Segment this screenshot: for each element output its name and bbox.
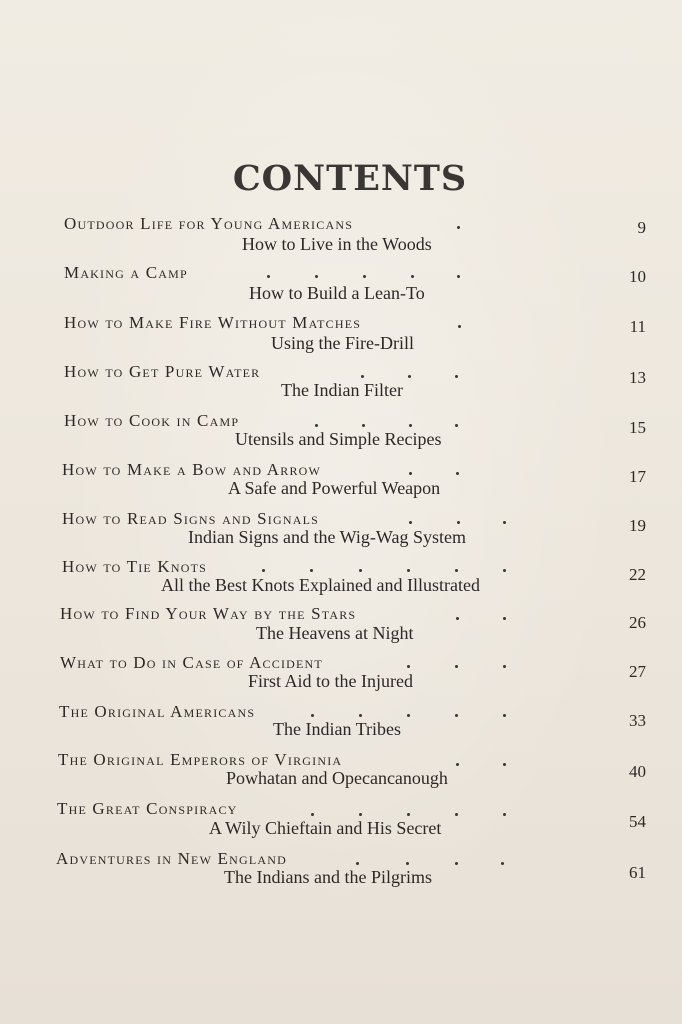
chapter-subtitle: All the Best Knots Explained and Illustrated [161, 575, 480, 595]
leader-dot [407, 569, 410, 572]
page-number: 15 [629, 418, 646, 437]
chapter-title: How to Tie Knots [62, 557, 208, 576]
toc-entry [0, 456, 682, 506]
leader-dot [456, 472, 459, 475]
leader-dot [457, 226, 460, 229]
leader-dot [457, 521, 460, 524]
leader-dot [456, 617, 459, 620]
leader-dot [503, 665, 506, 668]
leader-dot [503, 763, 506, 766]
leader-dot [455, 569, 458, 572]
leader-dot [503, 617, 506, 620]
chapter-subtitle: Utensils and Simple Recipes [235, 429, 442, 449]
leader-dot [411, 275, 414, 278]
chapter-title: How to Get Pure Water [64, 362, 261, 381]
chapter-subtitle: Indian Signs and the Wig-Wag System [188, 527, 466, 547]
toc-entry [0, 650, 682, 700]
leader-dot [262, 569, 265, 572]
leader-dot [363, 275, 366, 278]
leader-dot [407, 665, 410, 668]
leader-dot [501, 862, 504, 865]
leader-dot [455, 813, 458, 816]
page-number: 22 [629, 565, 646, 584]
leader-dot [362, 424, 365, 427]
leader-dot [407, 813, 410, 816]
toc-entry [0, 358, 682, 408]
chapter-title: Making a Camp [64, 263, 188, 282]
leader-dot [503, 714, 506, 717]
page-number: 11 [629, 317, 646, 336]
leader-dot [356, 862, 359, 865]
chapter-subtitle: The Indian Filter [281, 380, 403, 400]
leader-dot [409, 424, 412, 427]
toc-entry [0, 309, 682, 359]
leader-dot [267, 275, 270, 278]
leader-dot [406, 862, 409, 865]
leader-dot [503, 521, 506, 524]
page-number: 13 [629, 368, 646, 387]
page-number: 9 [637, 218, 646, 237]
leader-dot [455, 424, 458, 427]
chapter-subtitle: Powhatan and Opecancanough [226, 768, 448, 788]
chapter-subtitle: The Heavens at Night [256, 623, 414, 643]
toc-entry [0, 505, 682, 555]
chapter-subtitle: The Indians and the Pilgrims [224, 867, 432, 887]
page-number: 54 [629, 812, 646, 831]
leader-dot [455, 375, 458, 378]
leader-dot [315, 275, 318, 278]
leader-dot [455, 714, 458, 717]
leader-dot [311, 813, 314, 816]
chapter-title: What to Do in Case of Accident [60, 653, 323, 672]
chapter-title: Outdoor Life for Young Americans [64, 214, 354, 233]
leader-dot [456, 763, 459, 766]
chapter-subtitle: The Indian Tribes [273, 719, 401, 739]
chapter-title: How to Cook in Camp [64, 411, 240, 430]
leader-dot [409, 472, 412, 475]
leader-dot [359, 714, 362, 717]
toc-entry [0, 601, 682, 651]
chapter-title: How to Make Fire Without Matches [64, 313, 362, 332]
leader-dot [458, 325, 461, 328]
leader-dot [315, 424, 318, 427]
chapter-title: The Original Emperors of Virginia [58, 750, 343, 769]
leader-dot [503, 569, 506, 572]
leader-dot [408, 375, 411, 378]
page-number: 10 [629, 267, 646, 286]
leader-dot [407, 714, 410, 717]
toc-entry [0, 848, 682, 898]
leader-dot [310, 569, 313, 572]
chapter-subtitle: A Wily Chieftain and His Secret [209, 818, 442, 838]
leader-dot [455, 862, 458, 865]
toc-entry [0, 798, 682, 848]
page-number: 33 [629, 711, 646, 730]
toc-entry [0, 210, 682, 260]
toc-entry [0, 699, 682, 749]
chapter-subtitle: Using the Fire-Drill [271, 333, 414, 353]
chapter-title: How to Make a Bow and Arrow [62, 460, 322, 479]
chapter-title: How to Read Signs and Signals [62, 509, 320, 528]
page-number: 19 [629, 516, 646, 535]
leader-dot [311, 714, 314, 717]
page-number: 61 [629, 863, 646, 882]
page-number: 26 [629, 613, 646, 632]
toc-entry [0, 407, 682, 457]
toc-entry [0, 553, 682, 603]
page-number: 17 [629, 467, 646, 486]
leader-dot [359, 569, 362, 572]
toc-entry [0, 259, 682, 309]
toc-entry [0, 748, 682, 798]
leader-dot [409, 521, 412, 524]
leader-dot [503, 813, 506, 816]
page-number: 40 [629, 762, 646, 781]
page-number: 27 [629, 662, 646, 681]
chapter-subtitle: How to Build a Lean-To [249, 283, 425, 303]
chapter-subtitle: A Safe and Powerful Weapon [228, 478, 441, 498]
chapter-title: The Original Americans [59, 702, 256, 721]
chapter-subtitle: First Aid to the Injured [248, 671, 413, 691]
chapter-title: Adventures in New England [56, 849, 287, 868]
leader-dot [359, 813, 362, 816]
leader-dot [457, 275, 460, 278]
chapter-title: The Great Conspiracy [57, 799, 238, 818]
leader-dot [361, 375, 364, 378]
leader-dot [455, 665, 458, 668]
chapter-title: How to Find Your Way by the Stars [60, 604, 357, 623]
chapter-subtitle: How to Live in the Woods [242, 234, 432, 254]
page-title: CONTENTS [232, 158, 468, 199]
